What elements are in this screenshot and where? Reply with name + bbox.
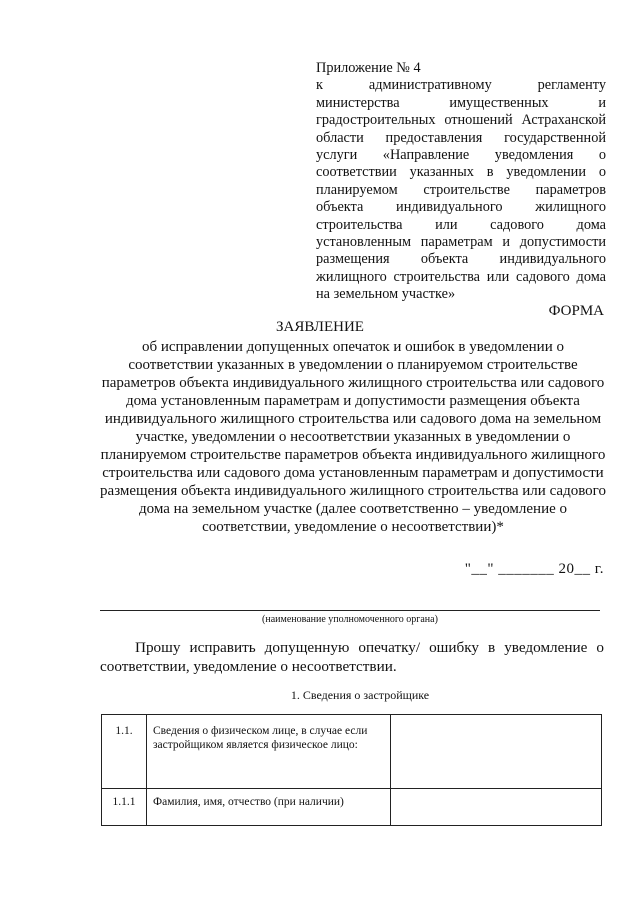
row-value-field[interactable] bbox=[391, 789, 602, 826]
row-number: 1.1. bbox=[102, 715, 147, 789]
request-text: Прошу исправить допущенную опечатку/ ошибку в уведомление о соответствии, уведомление о несоответствии. bbox=[100, 639, 604, 675]
table-row bbox=[102, 715, 602, 789]
row-label: Фамилия, имя, отчество (при наличии) bbox=[147, 789, 391, 826]
authority-caption: (наименование уполномоченного органа) bbox=[262, 614, 438, 625]
section-1-title: 1. Сведения о застройщике bbox=[290, 688, 430, 702]
row-number: 1.1.1 bbox=[102, 789, 147, 826]
appendix-heading: Приложение № 4 bbox=[316, 60, 421, 76]
row-value-field[interactable] bbox=[391, 715, 602, 789]
form-label: ФОРМА bbox=[548, 303, 604, 319]
authority-name-field[interactable] bbox=[100, 610, 600, 611]
developer-info-table bbox=[101, 714, 602, 826]
document-title: ЗАЯВЛЕНИЕ bbox=[276, 319, 364, 335]
table-row bbox=[102, 789, 602, 826]
row-label: Сведения о физическом лице, в случае если застройщиком является физическое лицо: bbox=[147, 715, 391, 789]
appendix-text: к административному регламенту министерства имущественных и градостроительных отношений Астраханской области предоставления государственной услуги «Направление уведомления о соответствии указанных в уведомлении о планируемом строительстве параметров объекта индивидуального жилищного строительства или садового дома установленным параметрам и допустимости размещения объекта индивидуального жилищного строительства или садового дома на земельном участке» bbox=[316, 77, 606, 303]
appendix-block bbox=[316, 60, 606, 304]
document-subject: об исправлении допущенных опечаток и ошибок в уведомлении о соответствии указанных в уведомлении о планируемом строительстве параметров объекта индивидуального жилищного строительства или садового дома установленным параметрам и допустимости размещения объекта индивидуального жилищного строительства или садового дома на земельном участке, уведомлении о несоответствии указанных в уведомлении о планируемом строительстве параметров объекта индивидуального жилищного строительства или садового дома установленным параметрам и допустимости размещения объекта индивидуального жилищного строительства или садового дома на земельном участке (далее соответственно – уведомление о соответствии, уведомление о несоответствии)* bbox=[100, 339, 606, 535]
date-line: "__" _______ 20__ г. bbox=[464, 561, 604, 577]
